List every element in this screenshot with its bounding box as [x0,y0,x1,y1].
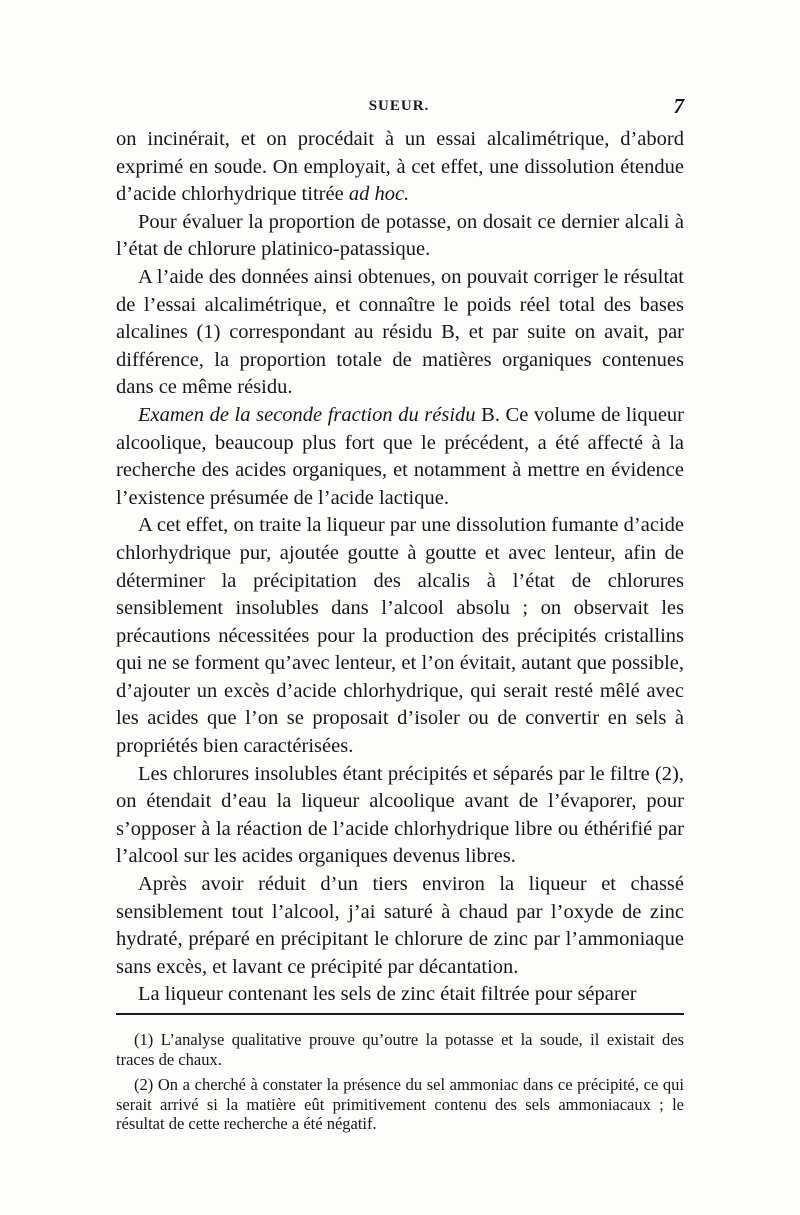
footnote-rule [116,1013,684,1015]
paragraph-8: La liqueur contenant les sels de zinc était filtrée pour séparer [138,983,637,1006]
footnote-2: (2) On a cherché à constater la présence du sel ammoniac dans ce précipité, ce qui serait arrivé si la matière eût primitivement contenu des sels ammoniacaux ; le résultat de cette recherche a été négatif. [116,1075,684,1133]
paragraph-5: A cet effet, on traite la liqueur par une dissolution fumante d’acide chlorhydrique pur, ajoutée goutte à goutte et avec lenteur, afin de déterminer la précipitation des alcalis à l’état de chlorures sensiblement insolubles dans l’alcool absolu ; on observait les précautions nécessitées pour la production des précipités cristallins qui ne se forment qu’avec lenteur, et l’on évitait, autant que possible, d’ajouter un excès d’acide chlorhydrique, qui serait resté mêlé avec les acides que l’on se proposait d’isoler ou de convertir en sels à propriétés bien caractérisées. [116,514,684,758]
paragraph-4 [116,402,684,512]
paragraph-6: Les chlorures insolubles étant précipités et séparés par le filtre (2), on étendait d’eau la liqueur alcoolique avant de l’évaporer, pour s’opposer à la réaction de l’acide chlorhydrique libre ou éthérifié par l’alcool sur les acides organiques devenus libres. [116,762,684,868]
paragraph-4-text: B. Ce volume de liqueur alcoolique, beaucoup plus fort que le précédent, a été affecté à la recherche des acides organiques, et notamment à mettre en évidence l’existence présumée de l’acide lactique. [116,403,684,509]
paragraph-2: Pour évaluer la proportion de potasse, on dosait ce dernier alcali à l’état de chlorure platinico-patassique. [116,210,684,261]
body-text [116,126,684,1009]
footnote-1: (1) L’analyse qualitative prouve qu’outre la potasse et la soude, il existait des traces de chaux. [116,1030,684,1069]
paragraph-1-text: on incinérait, et on procédait à un essai alcalimétrique, d’abord exprimé en soude. On employait, à cet effet, une dissolution étendue d’acide chlorhydrique titrée [116,128,684,206]
footnotes [116,1030,684,1140]
page-number: 7 [673,94,684,118]
running-head [114,96,684,122]
paragraph-7: Après avoir réduit d’un tiers environ la liqueur et chassé sensiblement tout l’alcool, j’ai saturé à chaud par l’oxyde de zinc hydraté, préparé en précipitant le chlorure de zinc par l’ammoniaque sans excès, et lavant ce précipité par décantation. [116,873,684,978]
paragraph-3: A l’aide des données ainsi obtenues, on pouvait corriger le résultat de l’essai alcalimétrique, et connaître le poids réel total des bases alcalines (1) correspondant au résidu B, et par suite on avait, par différence, la proportion totale de matières organiques contenues dans ce même résidu. [116,265,684,399]
section-heading-italic: Examen de la seconde fraction du résidu [138,403,476,426]
paragraph-1 [116,126,684,209]
running-title: SUEUR. [368,98,430,114]
paragraph-1-italic: ad hoc. [348,183,410,206]
